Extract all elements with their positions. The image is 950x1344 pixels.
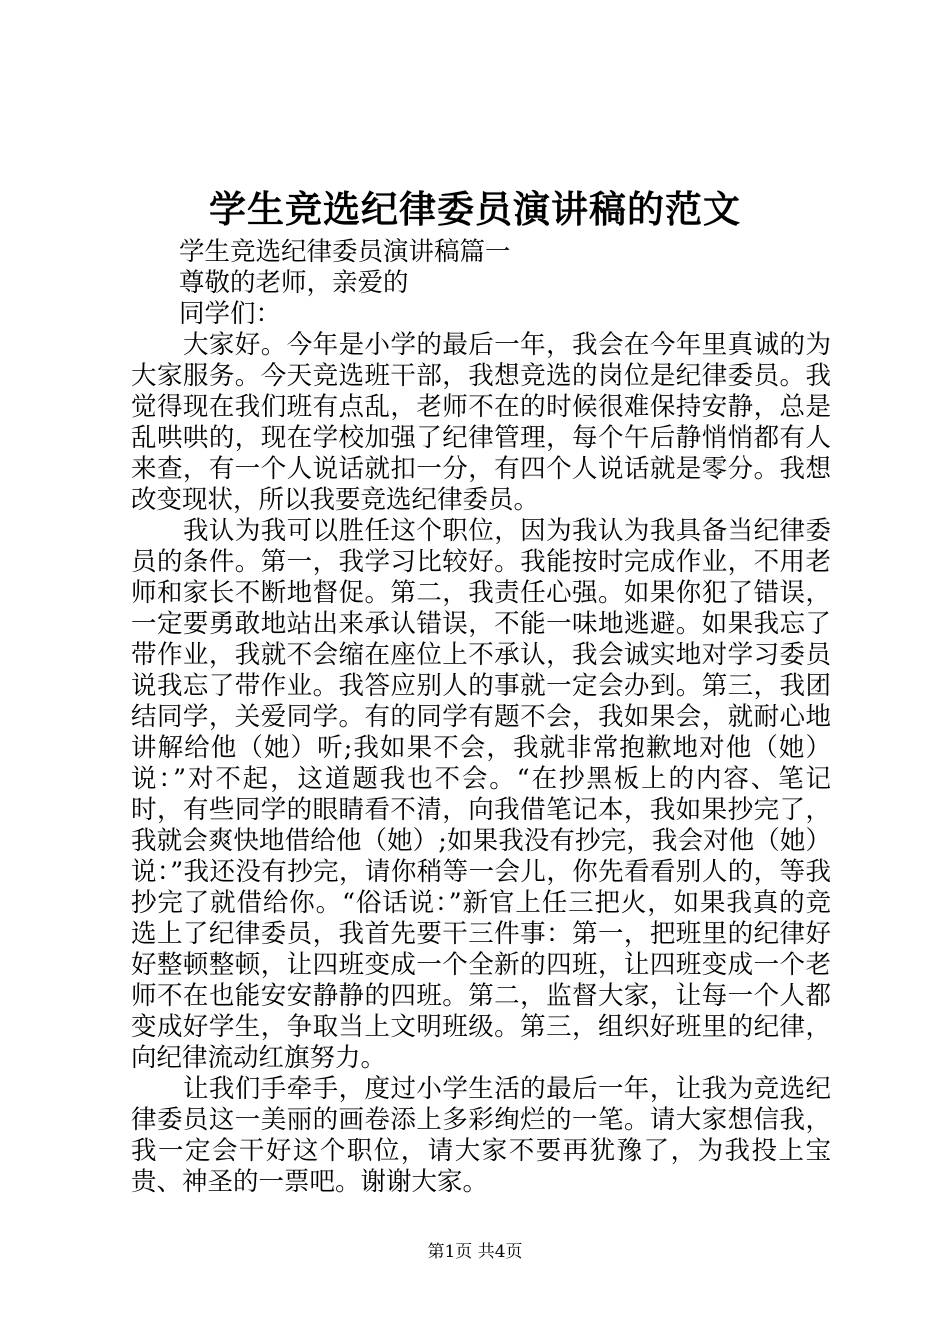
paragraph-qualifications: 我认为我可以胜任这个职位，因为我认为我具备当纪律委员的条件。第一，我学习比较好。我能按时完成作业，不用老师和家长不断地督促。第二，我责任心强。如果你犯了错误，一定要勇敢地站出来承认错误，不能一味地逃避。如果我忘了带作业，我就不会缩在座位上不承认，我会诚实地对学习委员说我忘了带作业。我答应别人的事就一定会办到。第三，我团结同学，关爱同学。有的同学有题不会，我如果会，就耐心地讲解给他（她）听;我如果不会，我就非常抱歉地对他（她）说：”对不起，这道题我也不会。“在抄黑板上的内容、笔记时，有些同学的眼睛看不清，向我借笔记本，我如果抄完了，我就会爽快地借给他（她）;如果我没有抄完，我会对他（她）说：”我还没有抄完，请你稍等一会儿，你先看看别人的，等我抄完了就借给你。“俗话说：”新官上任三把火，如果我真的竞选上了纪律委员，我首先要干三件事：第一，把班里的纪律好好整顿整顿，让四班变成一个全新的四班，让四班变成一个老师不在也能安安静静的四班。第二，监督大家，让每一个人都变成好学生，争取当上文明班级。第三，组织好班里的纪律，向纪律流动红旗努力。 [131, 516, 831, 1073]
paragraph-closing: 让我们手牵手，度过小学生活的最后一年，让我为竞选纪律委员这一美丽的画卷添上多彩绚烂的一笔。请大家想信我，我一定会干好这个职位，请大家不要再犹豫了，为我投上宝贵、神圣的一票吧。谢谢大家。 [131, 1074, 831, 1197]
document-title: 学生竞选纪律委员演讲稿的范文 [209, 187, 741, 231]
document-body [131, 237, 831, 1198]
salutation-line-1: 尊敬的老师，亲爱的 [179, 268, 409, 298]
document-subtitle: 学生竞选纪律委员演讲稿篇一 [179, 237, 511, 267]
salutation-line-2: 同学们： [179, 299, 282, 329]
paragraph-introduction: 大家好。今年是小学的最后一年，我会在今年里真诚的为大家服务。今天竞选班干部，我想竞选的岗位是纪律委员。我觉得现在我们班有点乱，老师不在的时候很难保持安静，总是乱哄哄的，现在学校加强了纪律管理，每个午后静悄悄都有人来查，有一个人说话就扣一分，有四个人说话就是零分。我想改变现状，所以我要竞选纪律委员。 [131, 330, 831, 515]
page-number-footer: 第1页 共4页 [427, 1242, 523, 1262]
